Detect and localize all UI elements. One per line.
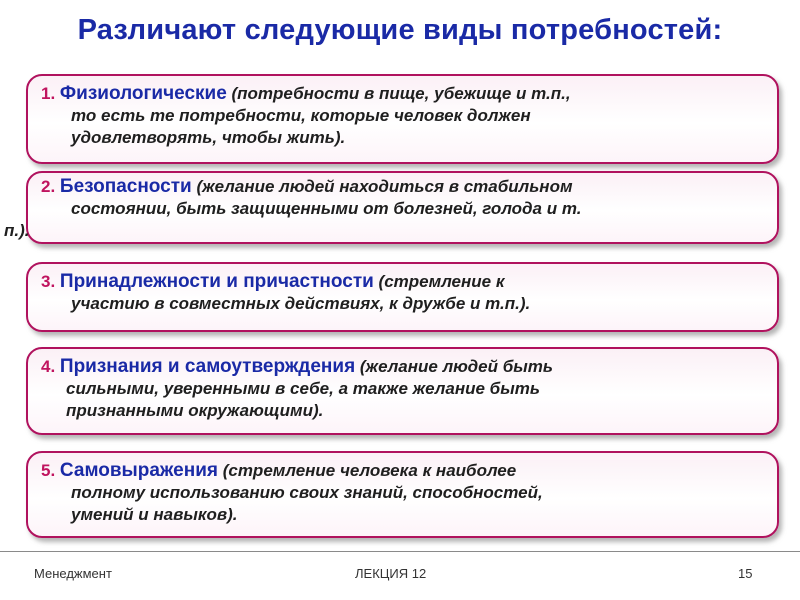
footer-lecture: ЛЕКЦИЯ 12	[355, 566, 427, 581]
need-description-line: состоянии, быть защищенными от болезней, голода и т.	[71, 199, 582, 218]
need-number: 3.	[41, 272, 56, 291]
need-description-line: то есть те потребности, которые человек должен	[71, 106, 531, 125]
need-item-first-line	[28, 173, 777, 198]
need-heading: Безопасности	[59, 176, 192, 197]
footer-page-number: 15	[738, 566, 753, 581]
need-number: 4.	[41, 357, 56, 376]
footer-course: Менеджмент	[34, 566, 112, 581]
need-item-belonging	[26, 262, 779, 332]
need-description-line: признанными окружающими).	[66, 401, 324, 420]
need-description-line: удовлетворять, чтобы жить).	[71, 128, 346, 147]
need-item-first-line	[28, 264, 777, 293]
need-item-safety	[4, 171, 779, 244]
need-description: (стремление к	[378, 272, 505, 291]
need-heading: Признания и самоутверждения	[59, 356, 356, 377]
need-heading: Принадлежности и причастности	[59, 271, 374, 292]
need-description-line: сильными, уверенными в себе, а также желание быть	[66, 379, 540, 398]
need-item-self-expression	[26, 451, 779, 538]
need-heading: Физиологические	[59, 83, 227, 104]
need-item-first-line	[28, 349, 777, 378]
need-description-line: участию в совместных действиях, к дружбе и т.п.).	[71, 294, 531, 313]
need-number: 2.	[41, 177, 56, 196]
need-number: 5.	[41, 461, 56, 480]
need-description: (желание людей быть	[359, 357, 553, 376]
need-number: 1.	[41, 84, 56, 103]
slide-title: Различают следующие виды потребностей:	[77, 14, 723, 46]
need-item-first-line	[28, 453, 777, 482]
need-heading: Самовыражения	[59, 460, 218, 481]
need-description: (желание людей находиться в стабильном	[196, 177, 573, 196]
need-item-physiological	[26, 74, 779, 164]
need-description-line: умений и навыков).	[71, 505, 238, 524]
need-description: (потребности в пище, убежище и т.п.,	[231, 84, 571, 103]
need-description-line: полному использованию своих знаний, способностей,	[71, 483, 543, 502]
need-description-line: п.).	[4, 221, 30, 240]
need-item-first-line	[28, 76, 777, 105]
footer-divider	[0, 551, 800, 552]
need-description: (стремление человека к наиболее	[222, 461, 517, 480]
need-item-recognition	[26, 347, 779, 435]
